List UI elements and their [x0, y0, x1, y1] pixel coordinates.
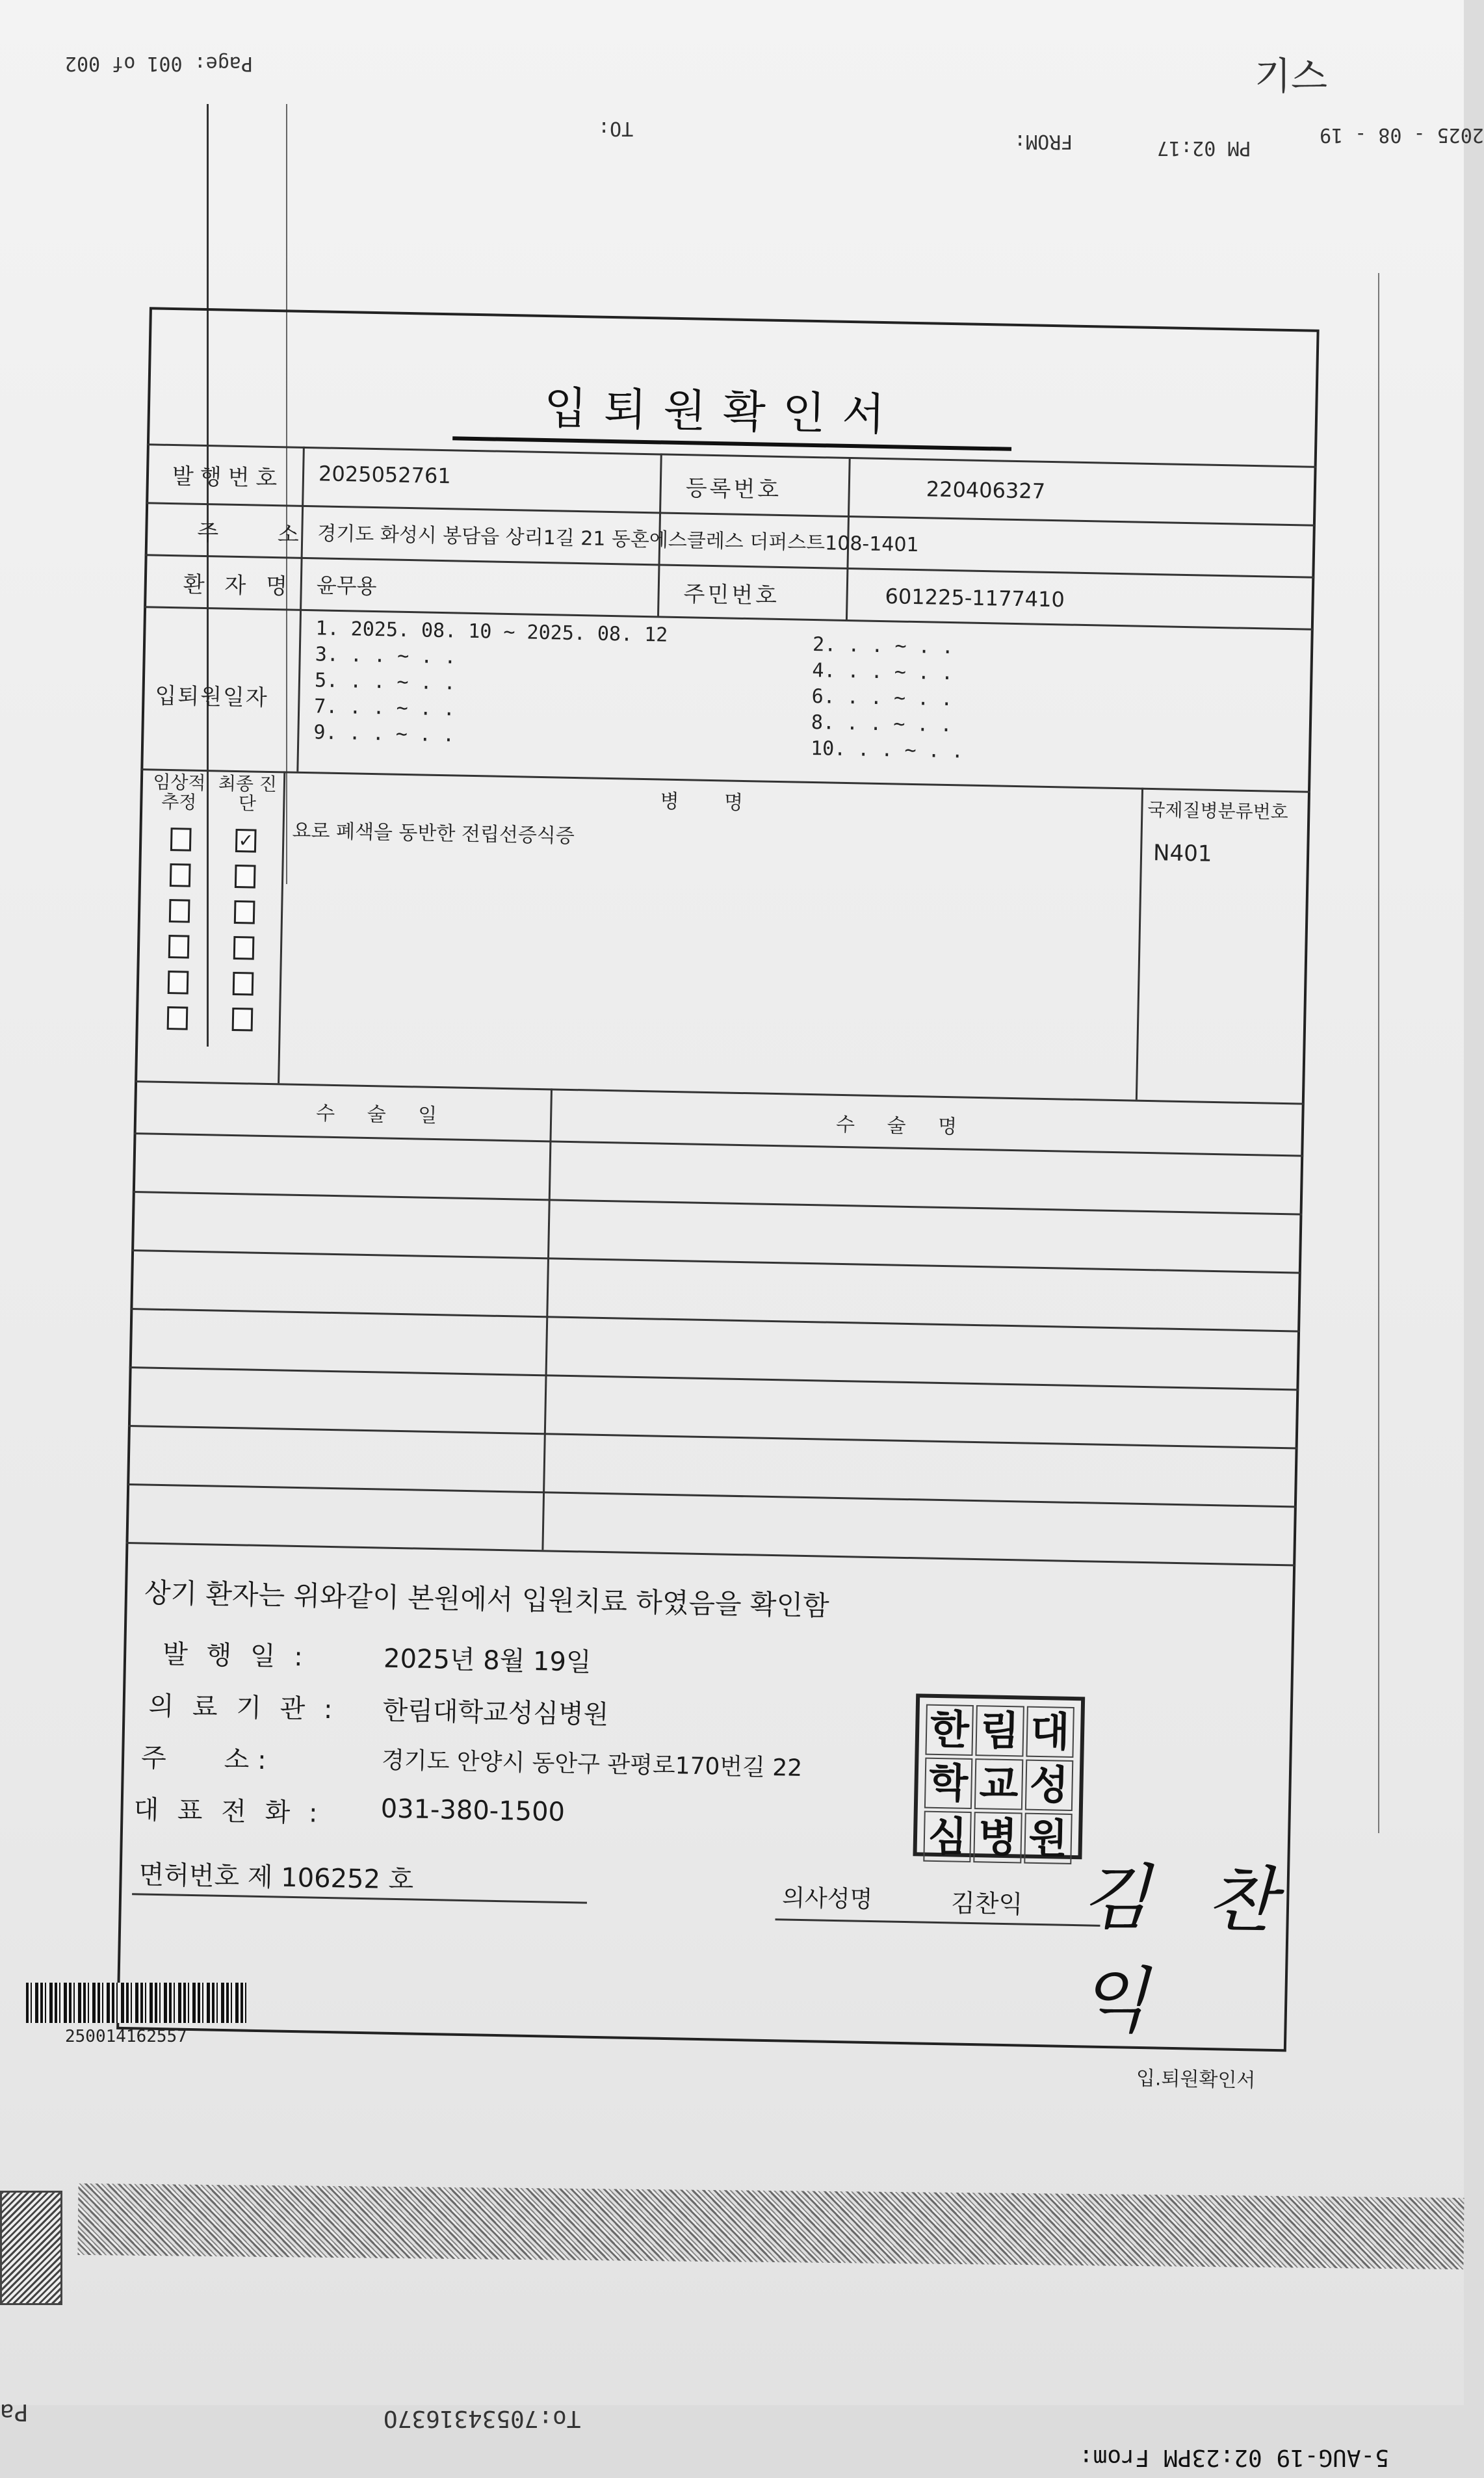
reg-no-label: 등록번호 [685, 475, 782, 504]
inst-address: 경기도 안양시 동안구 관평로170번길 22 [381, 1747, 803, 1782]
clinical-checkbox[interactable] [169, 899, 190, 923]
final-label: 최종 진단 [218, 772, 278, 815]
clinical-checkbox[interactable] [170, 828, 192, 852]
seal-char: 원 [1024, 1813, 1073, 1864]
patient-address: 경기도 화성시 봉담읍 상리1길 21 동혼에스클레스 더퍼스트108-1401 [317, 522, 919, 557]
final-checkbox[interactable] [233, 972, 254, 996]
clinical-checkbox[interactable] [170, 863, 191, 887]
fax-time: PM 02:17 [1157, 137, 1251, 159]
fax-noise-band [77, 2184, 1464, 2269]
period-9: 9. . . ~ . . [313, 721, 455, 747]
period-7: 7. . . ~ . . [313, 695, 456, 721]
final-checkbox[interactable] [235, 865, 256, 889]
fax-noise-block [0, 2191, 62, 2305]
period-5: 5. . . ~ . . [314, 669, 456, 695]
fax-footer-page: Pa [0, 2399, 29, 2425]
surgery-name-header: 수 술 명 [835, 1113, 970, 1139]
seal-char: 성 [1024, 1760, 1073, 1811]
icd-header: 국제질병분류번호 [1147, 798, 1289, 824]
clinical-label: 임상적 추정 [153, 771, 206, 813]
handwritten-note: 기스 [1255, 54, 1328, 98]
fax-date: 2025 - 08 - 19 [1320, 124, 1484, 146]
patient-name: 윤무용 [316, 573, 377, 599]
clinical-checkbox[interactable] [168, 971, 189, 995]
fax-from: FROM: [1014, 130, 1073, 153]
clinical-checkbox[interactable] [168, 935, 190, 959]
institution-label: 의 료 기 관 : [148, 1691, 338, 1725]
period-3: 3. . . ~ . . [315, 643, 456, 669]
hospital-seal [913, 1693, 1085, 1862]
fax-to: TO: [598, 117, 634, 140]
patient-name-label: 환 자 명 [183, 571, 294, 600]
rrn: 601225-1177410 [885, 584, 1065, 612]
period-4: 4. . . ~ . . [812, 659, 954, 685]
reg-no: 220406327 [926, 476, 1046, 504]
final-checkbox[interactable] [233, 936, 255, 960]
fax-footer-line: 5-AUG-19 02:23PM From: [1079, 2444, 1389, 2471]
institution-name: 한림대학교성심병원 [382, 1695, 609, 1730]
seal-char: 심 [923, 1811, 972, 1862]
doctor-signature: 김 찬 익 [1078, 1855, 1294, 2043]
final-checkbox[interactable] [234, 900, 255, 924]
issue-no-label: 발행번호 [172, 463, 284, 492]
doctor-name: 김찬익 [950, 1888, 1023, 1919]
confirmation-statement: 상기 환자는 위와같이 본원에서 입원치료 하였음을 확인함 [144, 1576, 830, 1622]
license-number: 면허번호 제 106252 호 [138, 1860, 414, 1896]
seal-char: 한 [925, 1704, 974, 1756]
form-border [116, 307, 1320, 2052]
disease-header: 병 명 [660, 790, 763, 815]
fax-footer-to: To:7053431637O [384, 2405, 581, 2432]
clinical-checkbox[interactable] [167, 1006, 189, 1030]
period-8: 8. . . ~ . . [811, 711, 952, 737]
barcode-number: 250014162557 [65, 2027, 187, 2046]
disease-name: 요로 폐색을 동반한 전립선증식증 [292, 819, 575, 848]
barcode [26, 1983, 247, 2023]
seal-char: 학 [924, 1758, 973, 1809]
periods-right [811, 632, 966, 764]
issue-date: 2025년 8월 19일 [383, 1643, 592, 1678]
issue-no: 2025052761 [318, 461, 452, 489]
phone: 031-380-1500 [380, 1793, 566, 1827]
period-10: 10. . . ~ . . [810, 737, 964, 763]
final-checkbox-checked[interactable]: ✓ [235, 829, 257, 853]
final-checkbox[interactable] [232, 1008, 254, 1032]
document-title: 입퇴원확인서 [543, 382, 902, 441]
fax-page-number: Page: 001 of 002 [65, 52, 253, 75]
margin-line [1378, 273, 1379, 1833]
footer-doc-title: 입.퇴원확인서 [1136, 2067, 1256, 2093]
period-1: 1. 2025. 08. 10 ~ 2025. 08. 12 [315, 617, 668, 647]
period-6: 6. . . ~ . . [811, 685, 953, 711]
doctor-label: 의사성명 [781, 1885, 873, 1914]
inst-address-label: 주 소 : [140, 1743, 267, 1776]
periods-left [313, 616, 668, 752]
phone-label: 대 표 전 화 : [133, 1795, 323, 1829]
certificate-form [38, 306, 1339, 2093]
surgery-date-header: 수 술 일 [315, 1102, 450, 1128]
admission-label: 입퇴원일자 [155, 683, 269, 711]
rrn-label: 주민번호 [683, 581, 780, 609]
seal-char: 대 [1026, 1706, 1074, 1758]
issue-date-label: 발 행 일 : [162, 1639, 309, 1673]
seal-char: 림 [976, 1705, 1024, 1756]
icd-code: N401 [1152, 840, 1212, 867]
seal-char: 병 [974, 1812, 1022, 1863]
seal-char: 교 [974, 1758, 1023, 1810]
period-2: 2. . . ~ . . [812, 633, 954, 659]
address-label: 주 소 [196, 519, 326, 549]
